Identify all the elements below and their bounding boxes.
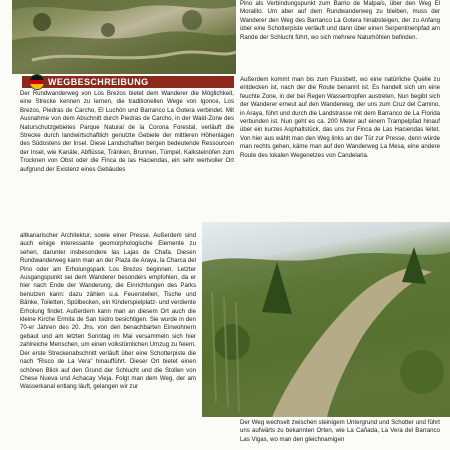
text-column-left-top [20,90,234,218]
paragraph: Der Rundwanderweg von Los Brezos bietet dem Wanderer die Möglichkeit, eine Strecke kennen zu lernen, die traditionellen Wege von Igonce, Los Brezos, Piedras de Carcho, El Luchón und Barranco La Gotera verbindet. Mit Ausnahme von dem Abschnitt durch Piedras de Carcho, in der Wald-Zone des Naturschutzgebietes Parque Natural de la Corona Forestal, verläuft die Strecke durch landwirtschaftlich genutzte Gebiete der mittleren Höhenlagen des Südostens der Insel. Diese Landschaften bergen bedeutende Ressourcen der Insel, wie Kanäle, Abflüsse, Tränken, Brunnen, Tümpel, Kalksteinöfen zum Trocknen von Obst oder die Finca de las Haciendas, ein sehr wertvoller Ort aufgrund der Existenz eines Gebäudes [20,90,234,173]
text-column-right-middle [240,76,440,214]
paragraph: altkanarischer Architektur, sowie einer Presse. Außerdem sind auch einige interessante geomorphologische Elemente zu sehen, darunter insbesondere las Lajas de Chafa. Diesen Rundwanderweg kann man an der Plaza de Araya, la Charca del Pino oder am Erholungspark Los Brezos beginnen. Letzter Ausgangspunkt sei dem Wanderer besonders empfohlen, da er hier nach Ende der Wanderung, die Einrichtungen des Parks benutzen kann: dazu zählen u.a. Feuerstellen, Tische und Bänke, Toiletten, Spülbecken, ein Kinderspielplatz- und verdiente Erholung findet. Außerdem kann man an diesem Ort auch die kleine Kirche Ermita de San Isidro besichtigen. Sie wurde in den 70-er Jahren des 20. Jhs. von den benachbarten Einwohnern gebaut und am letzten Sonntag im Mai versammeln sich hier zahlreiche Menschen, um einen volkstümlichen Umzug zu feiern. Der erste Streckenabschnitt verläuft über eine Schotterpiste die nach "Risco de La Vera" hinaufführt. Dieser Ort bietet einen schönen Blick auf den Grund der Schlucht und die Stollen von Chese Nueva und Achacay Vieja. Folgt man dem Weg, der am Wasserkanal entlang läuft, gelangen wir zur [20,232,196,391]
landscape-illustration [12,0,236,74]
trail-photo-bottom [202,222,450,417]
paragraph: Pino als Verbindungspunkt zum Barrio de Malpaís, über den Weg El Moralito. Um aber auf dem Rundwanderweg zu bleiben, muss der Wanderer den Weg des Barranco La Gotera hinabsteigen, der zu Anfang über eine Schotterpiste verläuft und dann über einen Serpentinenpfad am Rande der Schlucht führt, wo sich mehrere Naturhöhlen befinden. [240,0,440,41]
text-column-left-bottom [20,232,196,450]
trail-illustration [202,222,450,417]
text-column-right-bottom [240,419,440,450]
paragraph: Der Weg wechselt zwischen steinigem Untergrund und Schotter und führt uns aufwärts zu bekannten Orten, wie La Cañada, La Vera del Barranco Las Vigas, wo man den gleichnamigen [240,419,440,443]
german-flag-icon [29,74,45,90]
text-column-right-top [240,0,440,60]
paragraph: Außerdem kommt man bis zum Flussbett, wo eine natürliche Quelle zu entdecken ist, nach der die Route benannt ist. Es handelt sich um eine feuchte Zone, in der bei Regen Wassertropfen austreten. Nun begibt sich der Wanderer erneut auf den Wanderweg, der uns zum Cruz del Camino, in Araya, führt und durch die Landstrasse mit dem Barranco de La Florida verbunden ist. Nun geht es ca. 200 Meter auf einem Trampelpfad hinauf über ein kurzes Asphaltstück, das uns zur Finca de Las Haciendas leitet. Von hier aus wählt man den Weg links an der Tür zur Presse, denn würde man rechts gehen, käme man auf den Wanderweg La Mesa, eine andere Route des lokalen Wegenetzes von Candelaria. [240,76,440,159]
section-heading: WEGBESCHREIBUNG [48,77,149,87]
landscape-photo-top [12,0,236,74]
